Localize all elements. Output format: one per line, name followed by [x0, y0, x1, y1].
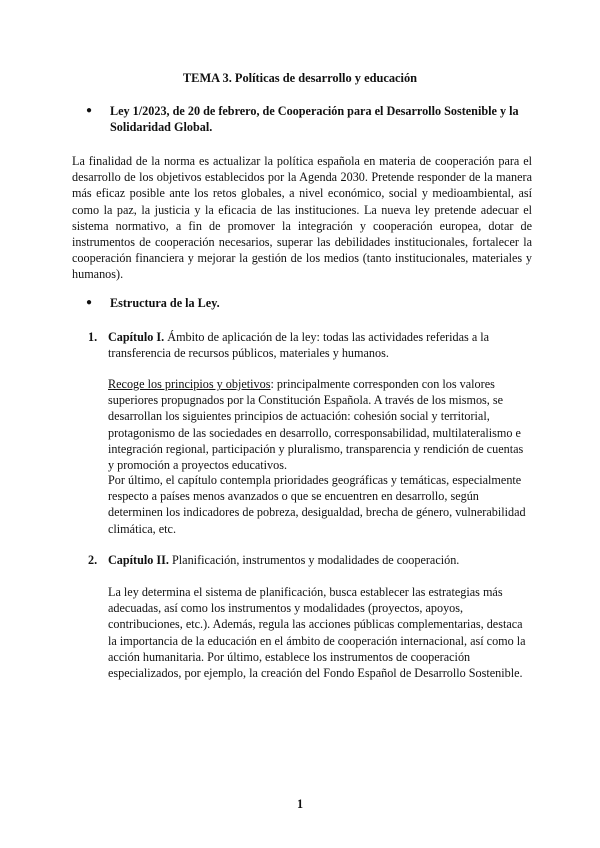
chapter1-heading: Capítulo I. — [108, 330, 165, 344]
chapter1-item — [88, 329, 518, 361]
bullet-structure — [86, 295, 526, 311]
page-number: 1 — [296, 797, 304, 811]
bullet-dot-icon: ● — [86, 105, 93, 116]
chapter1-number: 1. — [88, 330, 98, 344]
chapter2-number: 2. — [88, 553, 98, 567]
chapter2-heading: Capítulo II. — [108, 553, 169, 567]
chapter2-text — [108, 552, 518, 568]
principles-text: : principalmente corresponden con los valores superiores propugnados por la Constitución Española. A través de los mismos, se desarrollan los siguientes principios de actuación: cohesión social y territorial, protagonismo de las sociedades en desarrollo, corresponsabilidad, multilateralismo e integración regional, participación y pluralismo, transparencia y rendición de cuentas y promoción a proyectos educativos. — [108, 377, 524, 473]
chapter2-description: Planificación, instrumentos y modalidades de cooperación. — [168, 553, 460, 567]
chapter1-text — [108, 329, 518, 361]
bullet-dot-icon: ● — [86, 297, 93, 308]
chapter1-description: Ámbito de aplicación de la ley: todas las actividades referidas a la transferencia de recursos públicos, materiales y humanos. — [108, 330, 490, 361]
intro-paragraph: La finalidad de la norma es actualizar la política española en materia de cooperación para el desarrollo de los objetivos establecidos por la Agenda 2030. Pretende responder de la manera más eficaz posible ante los retos globales, a nivel económico, social y medioambiental, así como la paz, la justicia y la eficacia de las instituciones. La nueva ley pretende adecuar el sistema normativo, a fin de promover la integración y cooperación europea, dotar de instrumentos de cooperación necesarios, superar las debilidades institucionales, fortalecer la cooperación financiera y mejorar la gestión de los medios (tanto institucionales, materiales y humanos). — [72, 154, 532, 282]
chapter1-closing: Por último, el capítulo contempla prioridades geográficas y temáticas, especialmente respecto a países menos avanzados o que se encuentren en desarrollo, según determinen los indicadores de pobreza, desigualdad, brecha de género, vulnerabilidad climática, etc. — [108, 473, 526, 536]
principles-underlined: Recoge los principios y objetivos — [108, 377, 271, 391]
chapter2-body: La ley determina el sistema de planificación, busca establecer las estrategias más adecuadas, así como los instrumentos y modalidades (proyectos, apoyos, contribuciones, etc.). Además, regula las acciones públicas complementarias, destaca la importancia de la educación en el ámbito de cooperación internacional, así como la acción humanitaria. Por último, establece los instrumentos de cooperación especializados, por ejemplo, la creación del Fondo Español de Desarrollo Sostenible. — [108, 585, 526, 681]
structure-heading: Estructura de la Ley. — [110, 296, 220, 310]
chapter2-item — [88, 552, 518, 568]
page-title: TEMA 3. Políticas de desarrollo y educación — [182, 71, 418, 85]
bullet-law-title — [86, 103, 526, 135]
chapter1-principles — [108, 376, 530, 473]
law-title-text: Ley 1/2023, de 20 de febrero, de Cooperación para el Desarrollo Sostenible y la Solidaridad Global. — [110, 104, 519, 135]
